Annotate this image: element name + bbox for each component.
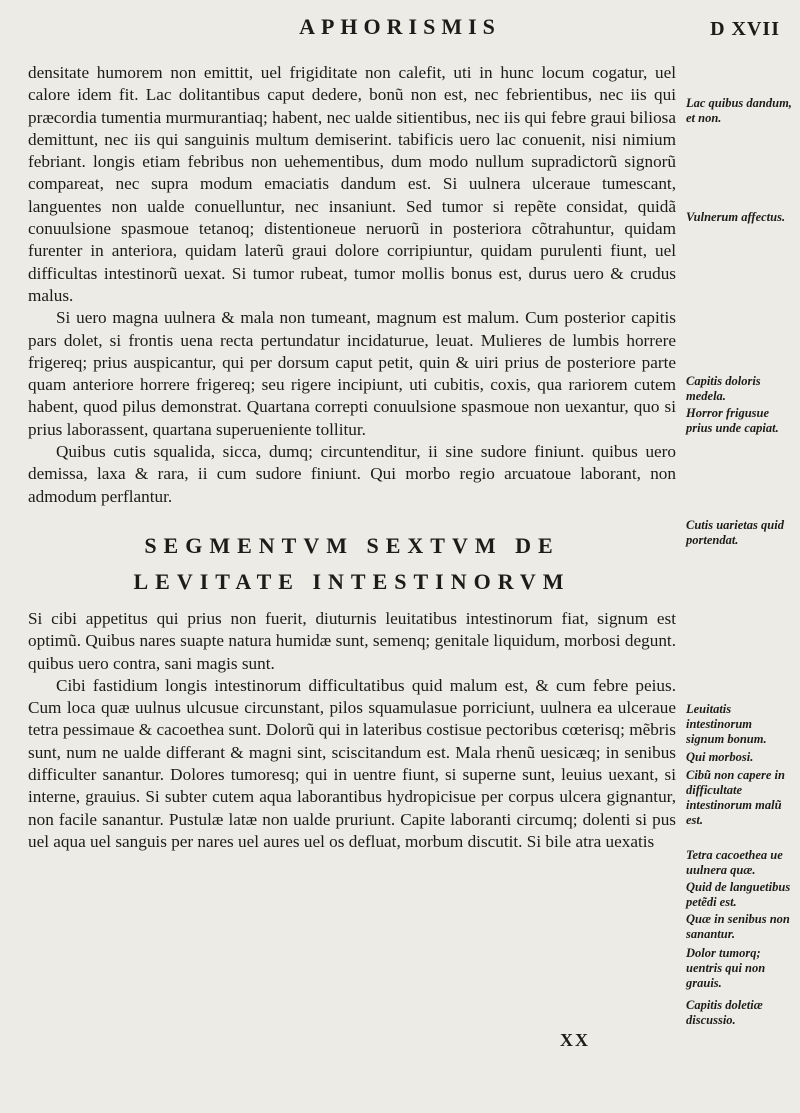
margin-note: Cibũ non capere in difficultate intestinorum malũ est. xyxy=(686,768,785,827)
margin-note: Dolor tumorq; uentris qui non grauis. xyxy=(686,946,766,990)
paragraph: densitate humorem non emittit, uel frigiditate non calefit, uti in hunc locum cogatur, uel calore idem fit. Lac dolitantibus caput dedere, bonũ non est, nec febrientibus, nec iis qui præcordia tumentia murmurantiaq; habent, nec ualde sitientibus, nec iis qui febre graui biliosa demittunt, nec iis qui sanguinis multum demiserint. tabificis uero lac conuenit, nisi nimium febriant. longis etiam febribus non uehementibus, dum modo nullum supradictorũ signorũ compareat, nec supra modum emaciatis dandum est. Si uulnera ulceraue tumescant, languentes non ualde conuelluntur, nec insaniunt. Sed tumor si repẽte considat, quidã conuulsione spasmoue tetanoq; distentioneue neruorũ in posteriora cõtrahuntur, quidam furenter in anteriora, quidam laterũ graui dolore corripiuntur, quidam purulenti fiunt, uel difficultas intestinorũ uexat. Si tumor rubeat, tumor mollis bonus est, durus uero & crudus malus. xyxy=(28,63,676,305)
main-text xyxy=(28,62,676,853)
section-heading-line: LEVITATE INTESTINORVM xyxy=(133,568,571,594)
margin-note: Capitis doloris medela. xyxy=(686,374,761,403)
paragraph: Quibus cutis squalida, sicca, dumq; circuntenditur, ii sine sudore finiunt. quibus uero demissa, laxa & rara, ii cum sudore finiunt. Qui morbo regio arcuatoue laborant, non admodum perflantur. xyxy=(28,442,676,506)
margin-note: Tetra cacoethea ue uulnera quæ. xyxy=(686,848,783,877)
margin-note: Quæ in senibus non sanantur. xyxy=(686,912,790,941)
margin-note: Horror frigusue prius unde capiat. xyxy=(686,406,779,435)
section-heading-line: SEGMENTVM SEXTVM DE xyxy=(144,532,560,558)
catchword: XX xyxy=(560,1030,590,1050)
margin-note: Lac quibus dandum, et non. xyxy=(686,96,792,125)
section-heading xyxy=(28,528,676,600)
margin-note: Capitis doletiæ discussio. xyxy=(686,998,763,1027)
page-signature: D XVII xyxy=(710,18,780,40)
paragraph: Si cibi appetitus qui prius non fuerit, diuturnis leuitatibus intestinorum fiat, signum est optimũ. Quibus nares suapte natura humidæ sunt, semenq; genitale liquidum, morbosi degunt. quibus uero contra, sani magis sunt. xyxy=(28,608,676,673)
margin-note: Quid de languetibus petẽdi est. xyxy=(686,880,791,909)
margin-note: Leuitatis intestinorum signum bonum. xyxy=(686,702,767,746)
running-head: APHORISMIS xyxy=(299,14,501,39)
paragraph: Si uero magna uulnera & mala non tumeant, magnum est malum. Cum posterior capitis pars dolet, si frontis uena recta pertundatur incidaturue, leuat. Mulieres de lumbis horrere frigereq; prius auspicantur, qui per dorsum caput petit, quin & uiri prius de posteriore parte quam anteriore horrere frigereq; seu rigere incipiunt, uti cubitis, coxis, qua rariorem cutem habent, quod pilus demonstrat. Quartana correpti conuulsione spasmoue non uexantur, quo si prius laborassent, quartana superueniente tollitur. xyxy=(28,308,676,439)
margin-note: Vulnerum affectus. xyxy=(686,210,786,224)
margin-note: Cutis uarietas quid portendat. xyxy=(686,518,784,547)
paragraph: Cibi fastidium longis intestinorum difficultatibus quid malum est, & cum febre peius. Cum loca quæ uulnus ulcusue circunstant, pilos squamulasue porriciunt, uulnera ea ulceraue tetra pessimaue & cacoethea sunt. Dolorũ qui in lateribus costisue pectoribus cœterisq; mẽbris sunt, num ne ualde differant & magni sint, sciscitandum est. Mala rhenũ uesicæq; in senibus difficulter sanantur. Dolores tumoresq; qui in uentre fiunt, si superne sunt, leuius uexant, si interne, grauius. Si subter cutem aqua laborantibus hydropicisue per corpus ulcera gignantur, non facile sanantur. Pustulæ latæ non ualde pruriunt. Capite laboranti circumq; dolenti si pus uel aqua uel sanguis per nares uel aures uel os defluat, morbum discutit. Si bile atra uexatis xyxy=(28,675,676,851)
margin-note: Qui morbosi. xyxy=(686,750,754,764)
